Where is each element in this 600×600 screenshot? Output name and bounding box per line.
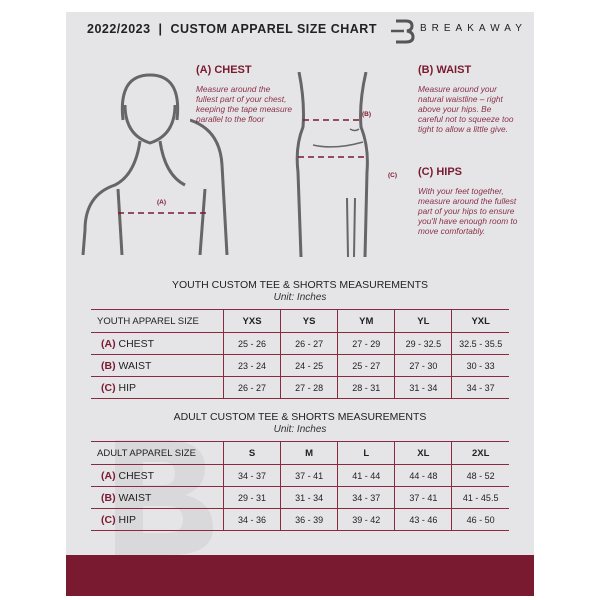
cell: 32.5 - 35.5	[452, 333, 509, 355]
cell: 48 - 52	[452, 465, 509, 487]
adult-size-table	[91, 441, 509, 531]
column-header: YXL	[452, 310, 509, 333]
chest-tag: (A)	[157, 199, 167, 206]
brand-name: BREAKAWAY	[420, 23, 527, 34]
table-row	[91, 333, 509, 355]
breakaway-logo-icon	[390, 18, 416, 44]
cell: 34 - 37	[338, 487, 395, 509]
column-header: 2XL	[452, 442, 509, 465]
cell: 26 - 27	[281, 333, 338, 355]
cell: 36 - 39	[281, 509, 338, 531]
cell: 31 - 34	[395, 377, 452, 399]
table-header-row	[91, 442, 509, 465]
column-header: L	[338, 442, 395, 465]
youth-table-title: YOUTH CUSTOM TEE & SHORTS MEASUREMENTS	[171, 279, 429, 291]
cell: 37 - 41	[395, 487, 452, 509]
row-label: (C) HIP	[91, 377, 224, 399]
youth-unit: Unit: Inches	[273, 292, 327, 303]
cell: 24 - 25	[281, 355, 338, 377]
cell: 30 - 33	[452, 355, 509, 377]
column-header: S	[224, 442, 281, 465]
table-row	[91, 487, 509, 509]
cell: 46 - 50	[452, 509, 509, 531]
footer-bar	[66, 555, 534, 596]
cell: 44 - 48	[395, 465, 452, 487]
column-header: XL	[395, 442, 452, 465]
row-label: (A) CHEST	[91, 465, 224, 487]
cell: 27 - 30	[395, 355, 452, 377]
row-label: (A) CHEST	[91, 333, 224, 355]
cell: 34 - 37	[224, 465, 281, 487]
chest-heading: (A) CHEST	[196, 64, 252, 76]
upper-body-figure	[80, 65, 190, 255]
cell: 34 - 37	[452, 377, 509, 399]
row-label: (B) WAIST	[91, 355, 224, 377]
table-header-row	[91, 310, 509, 333]
cell: 37 - 41	[281, 465, 338, 487]
cell: 29 - 32.5	[395, 333, 452, 355]
cell: 39 - 42	[338, 509, 395, 531]
cell: 26 - 27	[224, 377, 281, 399]
lower-body-figure	[295, 72, 370, 257]
cell: 25 - 27	[338, 355, 395, 377]
cell: 27 - 29	[338, 333, 395, 355]
page-title: 2022/2023 | CUSTOM APPAREL SIZE CHART	[87, 22, 377, 36]
cell: 31 - 34	[281, 487, 338, 509]
cell: 41 - 44	[338, 465, 395, 487]
youth-size-table	[91, 309, 509, 399]
adult-table-title: ADULT CUSTOM TEE & SHORTS MEASUREMENTS	[173, 411, 427, 423]
cell: 41 - 45.5	[452, 487, 509, 509]
column-header: YM	[338, 310, 395, 333]
column-header: ADULT APPAREL SIZE	[91, 442, 224, 465]
hips-tag: (C)	[388, 172, 398, 179]
cell: 34 - 36	[224, 509, 281, 531]
column-header: YOUTH APPAREL SIZE	[91, 310, 224, 333]
column-header: YS	[281, 310, 338, 333]
cell: 29 - 31	[224, 487, 281, 509]
row-label: (B) WAIST	[91, 487, 224, 509]
row-label: (C) HIP	[91, 509, 224, 531]
cell: 28 - 31	[338, 377, 395, 399]
hips-heading: (C) HIPS	[418, 166, 462, 178]
adult-unit: Unit: Inches	[273, 424, 327, 435]
table-row	[91, 465, 509, 487]
column-header: YXS	[224, 310, 281, 333]
chest-instructions: Measure around the fullest part of your chest, keeping the tape measure parallel to the floor	[196, 84, 292, 124]
hips-instructions: With your feet together, measure around the fullest part of your hips to ensure you'll have enough room to move comfortably.	[418, 186, 518, 236]
cell: 27 - 28	[281, 377, 338, 399]
waist-instructions: Measure around your natural waistline – right above your hips. Be careful not to squeeze too tight to allow a little give.	[418, 84, 514, 134]
cell: 25 - 26	[224, 333, 281, 355]
waist-heading: (B) WAIST	[418, 64, 472, 76]
table-row	[91, 509, 509, 531]
table-row	[91, 377, 509, 399]
cell: 43 - 46	[395, 509, 452, 531]
cell: 23 - 24	[224, 355, 281, 377]
table-row	[91, 355, 509, 377]
column-header: YL	[395, 310, 452, 333]
waist-tag: (B)	[362, 111, 372, 118]
column-header: M	[281, 442, 338, 465]
